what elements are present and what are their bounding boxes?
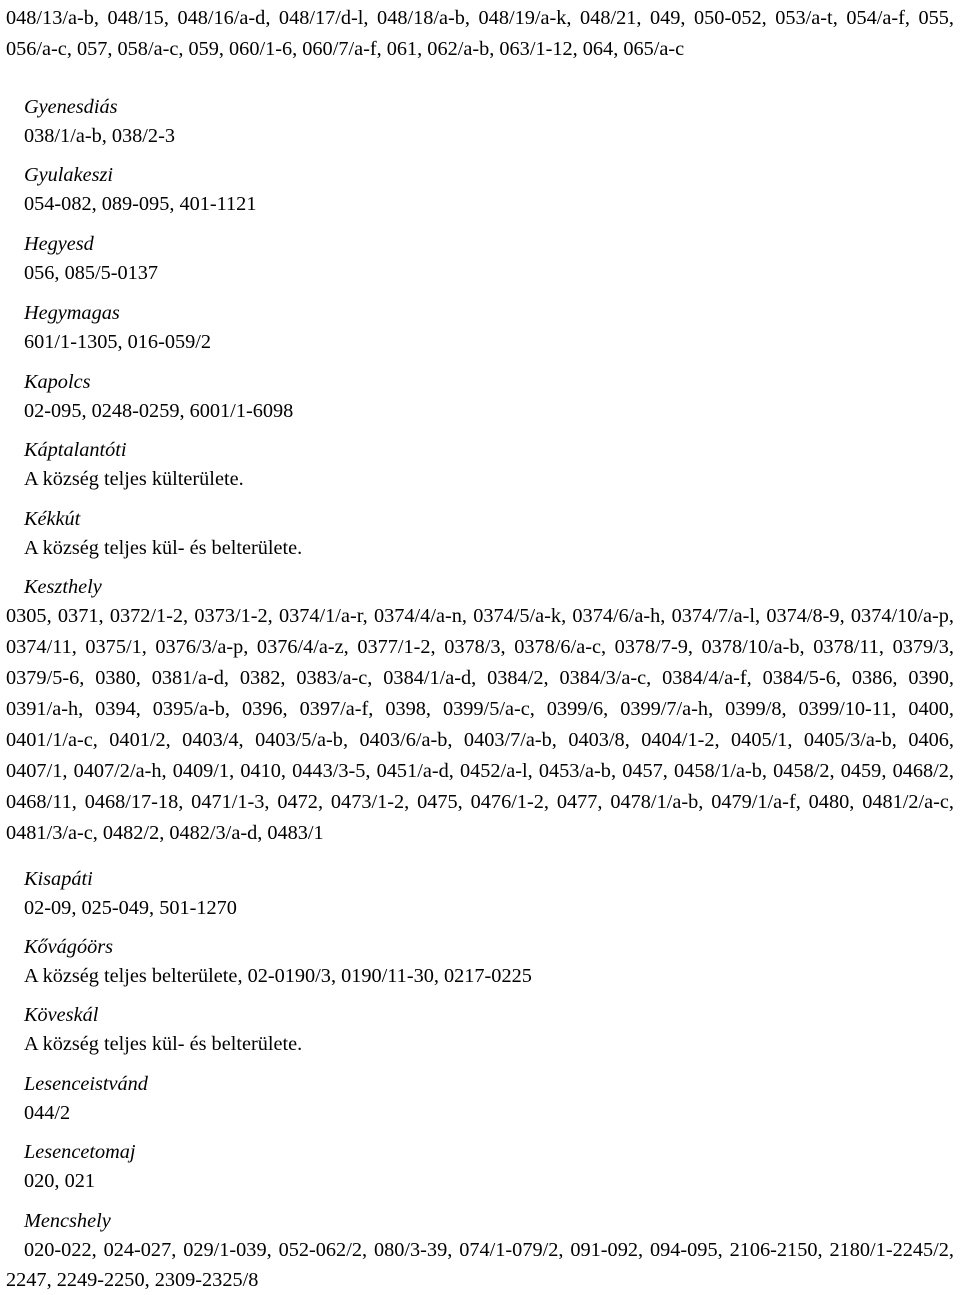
settlement-name: Káptalantóti [24, 439, 127, 461]
settlement-name: Mencshely [24, 1210, 111, 1232]
parcel-list: A község teljes kül- és belterülete. [24, 1033, 303, 1055]
settlement-name: Gyulakeszi [24, 164, 113, 186]
parcel-list: 056, 085/5-0137 [24, 262, 159, 284]
entry-gyulakeszi [24, 161, 954, 219]
entry-lesenceistvand [24, 1070, 954, 1128]
entry-keszthely [6, 573, 954, 849]
entry-kekkut [24, 505, 954, 563]
settlement-name: Lesenceistvánd [24, 1073, 148, 1095]
settlement-name: Kapolcs [24, 371, 91, 393]
entry-hegyesd [24, 230, 954, 288]
entry-kovagoors [24, 933, 954, 991]
parcel-list: 601/1-1305, 016-059/2 [24, 331, 212, 353]
settlement-name: Hegymagas [24, 302, 120, 324]
entry-koveskal [24, 1001, 954, 1059]
settlement-name: Kisapáti [24, 868, 93, 890]
parcel-list: A község teljes kül- és belterülete. [24, 537, 303, 559]
settlement-name: Kővágóörs [24, 936, 114, 958]
parcel-list: A község teljes belterülete, 02-0190/3, 0190/11-30, 0217-0225 [24, 965, 532, 987]
entry-lesencetomaj [24, 1138, 954, 1196]
settlement-name: Gyenesdiás [24, 96, 118, 118]
entry-hegymagas [24, 299, 954, 357]
parcel-list: 02-095, 0248-0259, 6001/1-6098 [24, 400, 294, 422]
parcel-list: 02-09, 025-049, 501-1270 [24, 897, 237, 919]
entry-mencshely [6, 1207, 954, 1295]
settlement-name: Lesencetomaj [24, 1141, 136, 1163]
settlement-name: Köveskál [24, 1004, 99, 1026]
parcel-list: 044/2 [24, 1102, 71, 1124]
parcel-list: 020-022, 024-027, 029/1-039, 052-062/2, 080/3-39, 074/1-079/2, 091-092, 094-095, 2106-2150, 2180/1-2245/2, 2247, 2249-2250, 2309-2325/8 [6, 1239, 954, 1291]
entry-gyenesdias [24, 93, 954, 151]
entry-kisapati [24, 865, 954, 923]
parcel-list: 038/1/a-b, 038/2-3 [24, 125, 175, 147]
settlement-name: Kékkút [24, 508, 81, 530]
settlement-name: Keszthely [24, 576, 102, 598]
parcel-list: 0305, 0371, 0372/1-2, 0373/1-2, 0374/1/a-r, 0374/4/a-n, 0374/5/a-k, 0374/6/a-h, 0374/7/a-l, 0374/8-9, 0374/10/a-p, 0374/11, 0375/1, 0376/3/a-p, 0376/4/a-z, 0377/1-2, 0378/3, 0378/6/a-c, 0378/7-9, 0378/10/a-b, 0378/11, 0379/3, 0379/5-6, 0380, 0381/a-d, 0382, 0383/a-c, 0384/1/a-d, 0384/2, 0384/3/a-c, 0384/4/a-f, 0384/5-6, 0386, 0390, 0391/a-h, 0394, 0395/a-b, 0396, 0397/a-f, 0398, 0399/5/a-c, 0399/6, 0399/7/a-h, 0399/8, 0399/10-11, 0400, 0401/1/a-c, 0401/2, 0403/4, 0403/5/a-b, 0403/6/a-b, 0403/7/a-b, 0403/8, 0404/1-2, 0405/1, 0405/3/a-b, 0406, 0407/1, 0407/2/a-h, 0409/1, 0410, 0443/3-5, 0451/a-d, 0452/a-l, 0453/a-b, 0457, 0458/1/a-b, 0458/2, 0459, 0468/2, 0468/11, 0468/17-18, 0471/1-3, 0472, 0473/1-2, 0475, 0476/1-2, 0477, 0478/1/a-b, 0479/1/a-f, 0480, 0481/2/a-c, 0481/3/a-c, 0482/2, 0482/3/a-d, 0483/1 [6, 605, 954, 844]
settlement-name: Hegyesd [24, 233, 94, 255]
continued-parcel-list: 048/13/a-b, 048/15, 048/16/a-d, 048/17/d-l, 048/18/a-b, 048/19/a-k, 048/21, 049, 050-052, 053/a-t, 054/a-f, 055, 056/a-c, 057, 058/a-c, 059, 060/1-6, 060/7/a-f, 061, 062/a-b, 063/1-12, 064, 065/a-c [6, 7, 954, 60]
parcel-list: 054-082, 089-095, 401-1121 [24, 193, 257, 215]
parcel-list: 020, 021 [24, 1170, 95, 1192]
entry-kaptalantoti [24, 436, 954, 494]
entry-kapolcs [24, 368, 954, 426]
parcel-list: A község teljes külterülete. [24, 468, 244, 490]
